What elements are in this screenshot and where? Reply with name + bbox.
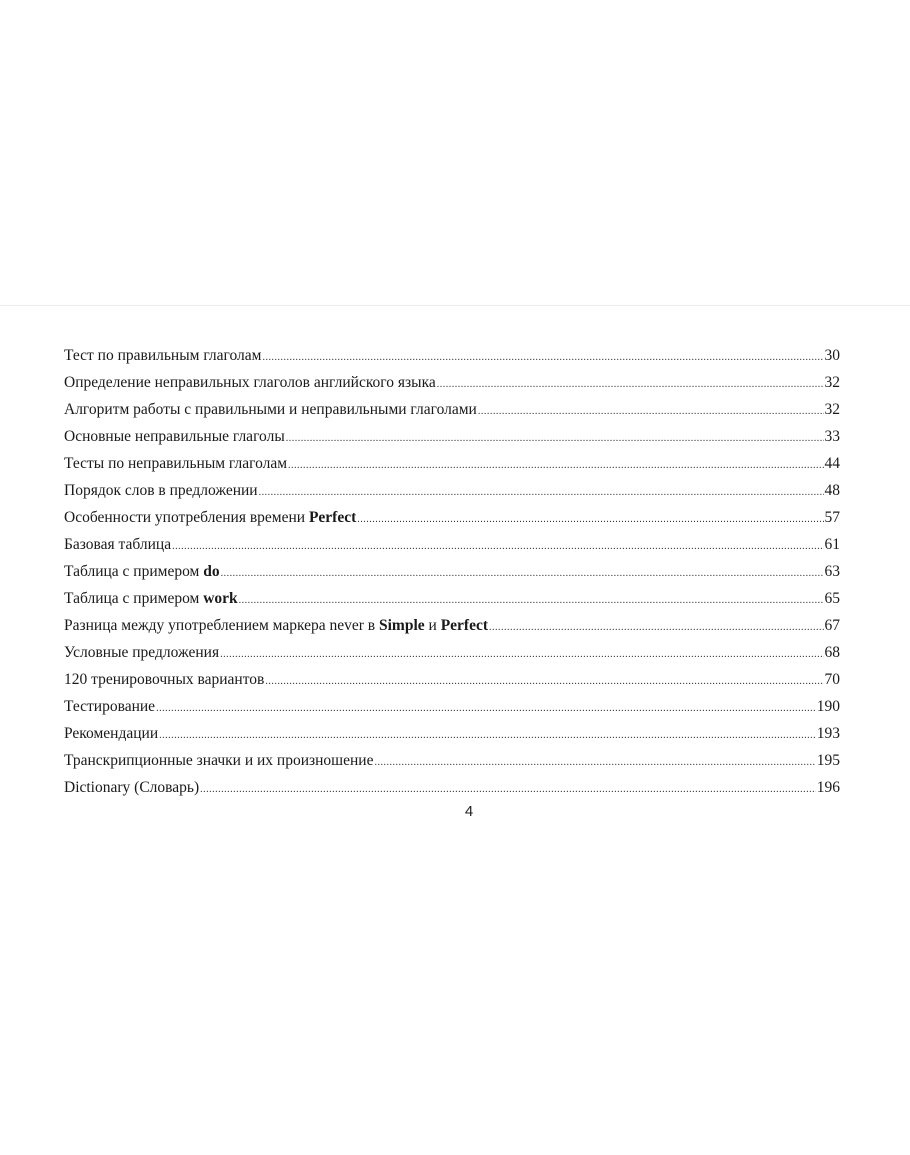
toc-entry-leader-dots: [200, 776, 816, 803]
toc-entry-title-text: и: [424, 617, 441, 634]
toc-entry-title-text: Порядок слов в предложении: [64, 482, 258, 499]
toc-entry-page: 63: [824, 563, 840, 580]
toc-entry-page: 32: [824, 401, 840, 418]
toc-entry-title-text: Особенности употребления времени: [64, 509, 309, 526]
toc-entry[interactable]: [64, 639, 840, 666]
toc-entry[interactable]: [64, 504, 840, 531]
toc-entry-title: [64, 369, 436, 396]
toc-entry-leader-dots: [286, 425, 824, 452]
toc-entry-title: [64, 693, 155, 720]
toc-entry-title-text: Основные неправильные глаголы: [64, 428, 285, 445]
toc-entry[interactable]: [64, 396, 840, 423]
toc-entry-leader-dots: [374, 749, 815, 776]
toc-entry-title: [64, 612, 488, 639]
toc-entry[interactable]: [64, 693, 840, 720]
toc-entry-leader-dots: [478, 398, 824, 425]
page-divider: [0, 305, 910, 306]
toc-entry-title-bold: Perfect: [440, 617, 488, 634]
toc-entry-title: [64, 774, 199, 801]
toc-entry-title-text: Базовая таблица: [64, 536, 172, 553]
toc-entry-title-bold: Perfect: [308, 509, 357, 526]
toc-entry-page: 195: [816, 752, 840, 769]
toc-entry-title: [64, 450, 287, 477]
toc-entry[interactable]: [64, 450, 840, 477]
toc-entry-title: [64, 342, 261, 369]
toc-entry-page: 193: [816, 725, 840, 742]
toc-entry-leader-dots: [239, 587, 824, 614]
toc-entry-page: 196: [816, 779, 840, 796]
toc-entry-title-text: Определение неправильных глаголов английского языка: [64, 374, 436, 391]
table-of-contents: [64, 342, 840, 801]
toc-entry-leader-dots: [489, 614, 824, 641]
toc-entry-page: 30: [824, 347, 840, 364]
toc-entry-leader-dots: [220, 641, 823, 668]
toc-entry-title-bold: Simple: [378, 617, 425, 634]
toc-entry-page: 65: [824, 590, 840, 607]
toc-entry-title-text: Dictionary (Словарь): [64, 779, 200, 796]
toc-entry-title-text: Таблица с примером: [64, 563, 204, 580]
toc-entry[interactable]: [64, 774, 840, 801]
toc-entry-leader-dots: [437, 371, 824, 398]
toc-entry-page: 68: [824, 644, 840, 661]
toc-entry-title-bold: work: [203, 590, 238, 607]
toc-entry-leader-dots: [159, 722, 816, 749]
toc-entry-page: 48: [824, 482, 840, 499]
toc-entry[interactable]: [64, 342, 840, 369]
toc-entry-page: 33: [824, 428, 840, 445]
toc-entry-leader-dots: [259, 479, 824, 506]
toc-entry[interactable]: [64, 747, 840, 774]
toc-entry-title: [64, 423, 285, 450]
toc-entry-leader-dots: [357, 506, 823, 533]
toc-entry-title: [64, 558, 220, 585]
toc-entry-title: [64, 747, 373, 774]
page-number: 4: [464, 803, 474, 820]
toc-entry-title-text: Условные предложения: [64, 644, 220, 661]
toc-entry-title: [64, 666, 264, 693]
toc-entry-page: 32: [824, 374, 840, 391]
toc-entry-title-text: Тесты по неправильным глаголам: [64, 455, 288, 472]
toc-entry[interactable]: [64, 423, 840, 450]
toc-entry-title-text: Алгоритм работы с правильными и неправильными глаголами: [64, 401, 477, 418]
toc-entry-title-text: Транскрипционные значки и их произношение: [64, 752, 374, 769]
toc-entry[interactable]: [64, 531, 840, 558]
toc-entry-title: [64, 531, 171, 558]
toc-entry[interactable]: [64, 477, 840, 504]
toc-entry[interactable]: [64, 558, 840, 585]
toc-entry-leader-dots: [172, 533, 823, 560]
toc-entry-page: 70: [824, 671, 840, 688]
toc-entry-leader-dots: [156, 695, 816, 722]
toc-entry-leader-dots: [288, 452, 823, 479]
toc-entry-leader-dots: [262, 344, 823, 371]
toc-entry-title: [64, 396, 477, 423]
toc-entry[interactable]: [64, 666, 840, 693]
toc-entry[interactable]: [64, 720, 840, 747]
toc-entry-title-text: Тест по правильным глаголам: [64, 347, 262, 364]
toc-entry-title: [64, 639, 219, 666]
toc-entry-title-text: Тестирование: [64, 698, 156, 715]
toc-entry-page: 57: [824, 509, 840, 526]
toc-entry-page: 61: [824, 536, 840, 553]
toc-entry[interactable]: [64, 612, 840, 639]
toc-entry-page: 190: [816, 698, 840, 715]
toc-entry-leader-dots: [221, 560, 824, 587]
toc-entry-title-text: 120 тренировочных вариантов: [64, 671, 265, 688]
toc-entry-title: [64, 477, 258, 504]
toc-entry-page: 44: [824, 455, 840, 472]
toc-entry-leader-dots: [265, 668, 823, 695]
toc-entry-title-text: Таблица с примером: [64, 590, 204, 607]
toc-entry-title: [64, 720, 158, 747]
toc-entry-title-text: Разница между употреблением маркера never в: [64, 617, 379, 634]
toc-entry-title: [64, 585, 238, 612]
toc-entry[interactable]: [64, 585, 840, 612]
toc-entry-title-bold: do: [203, 563, 220, 580]
toc-entry[interactable]: [64, 369, 840, 396]
toc-entry-title-text: Рекомендации: [64, 725, 159, 742]
toc-entry-title: [64, 504, 356, 531]
toc-entry-page: 67: [824, 617, 840, 634]
